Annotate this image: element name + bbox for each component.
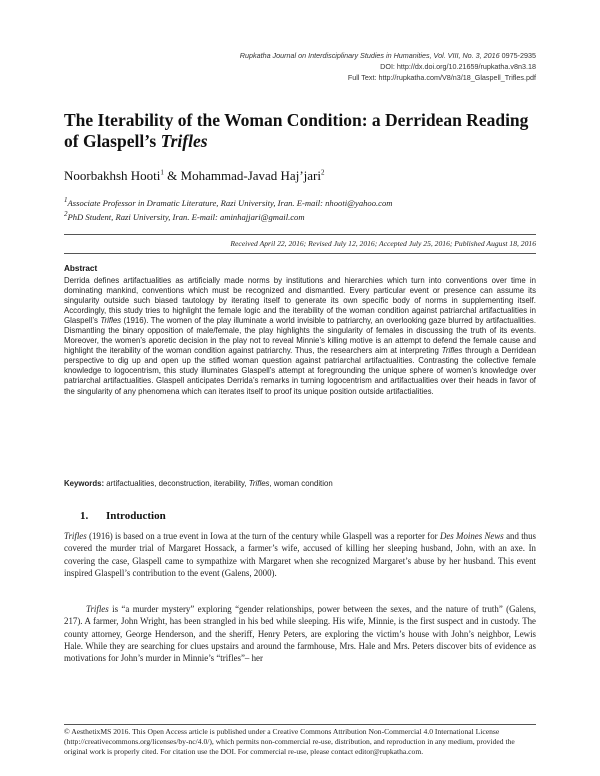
intro-p2-text-1: is “a murder mystery” exploring “gender relationships, power between the sexes, and the nature of truth” (Galens, 217). A farmer, John Wright, has been strangled in his bed while sleeping. His wife, Minnie, is the first suspect and in custody. The county attorney, George Henderson, and the sheriff, Henry Peters, are exploring the victim’s house with John’s neighbor, Lewis Hale. While they are searching for clues upstairs and around the farmhouse, Mrs. Hale and Mrs. Peters discover bits of evidence as motivations for John’s murder in Minnie’s “trifles”– her xyxy=(64,604,536,664)
intro-p2-italic-1: Trifles xyxy=(86,604,109,614)
abstract-italic-2: Trifles xyxy=(441,346,463,356)
intro-p1-text-1: (1916) is based on a true event in Iowa at the turn of the century while Glaspell was a reporter for xyxy=(86,531,440,541)
divider-bottom xyxy=(64,253,536,254)
keywords xyxy=(64,479,333,488)
journal-issn: 0975-2935 xyxy=(501,51,536,60)
affiliation-1-text: Associate Professor in Dramatic Literature, Razi University, Iran. E-mail: nhooti@yahoo.com xyxy=(67,198,393,208)
section-title: Introduction xyxy=(106,510,166,522)
affiliation-2 xyxy=(64,210,392,224)
affiliation-2-text: PhD Student, Razi University, Iran. E-mail: aminhajjari@gmail.com xyxy=(67,212,305,222)
intro-p1-italic-1: Trifles xyxy=(64,531,87,541)
keywords-label: Keywords: xyxy=(64,479,105,488)
keywords-text-2: , woman condition xyxy=(269,479,333,488)
keywords-italic: Trifles xyxy=(248,479,270,488)
abstract-text-3: through a Derridean perspective to dig up and open up the stifled woman question against patriarchal artifactualities. Contrasting the collective female knowledge to logocentrism, this study illuminates Glaspell’s attempt at foregrounding the unique sphere of women’s knowledge over patriarchal artifactualities. Glaspell anticipates Derrida’s remarks in turning logocentrism and artifactualities over their heads in favor of the singularity of any phenomena which can iterates itself to proof its unique position outside artifactialities. xyxy=(64,346,536,396)
intro-paragraph-1 xyxy=(64,530,536,579)
abstract-italic-1: Trifles xyxy=(100,316,122,326)
affiliation-2-mark: 2 xyxy=(64,210,68,219)
footer-divider xyxy=(64,724,536,725)
affiliation-1-mark: 1 xyxy=(64,196,68,205)
paper-title-main: The Iterability of the Woman Condition: a Derridean Reading of Glaspell’s xyxy=(64,110,529,151)
paper-title-italic: Trifles xyxy=(160,131,208,151)
fulltext-link[interactable]: Full Text: http://rupkatha.com/V8/n3/18_Glaspell_Trifles.pdf xyxy=(347,73,536,82)
keywords-text-1: artifactualities, deconstruction, iterability, xyxy=(104,479,249,488)
affiliations xyxy=(64,196,392,224)
publication-dates: Received April 22, 2016; Revised July 12, 2016; Accepted July 25, 2016; Published August 18, 2016 xyxy=(230,239,536,248)
journal-name: Rupkatha Journal on Interdisciplinary Studies in Humanities, Vol. VIII, No. 3, 2016 xyxy=(239,51,500,60)
journal-header xyxy=(240,50,536,83)
abstract-heading: Abstract xyxy=(64,264,98,273)
author-2: Mohammad-Javad Haj’jari xyxy=(180,168,321,183)
divider-top xyxy=(64,234,536,235)
intro-paragraph-2 xyxy=(64,603,536,664)
paper-title xyxy=(64,110,534,152)
author-list xyxy=(64,168,324,184)
intro-p1-italic-2: Des Moines News xyxy=(439,531,504,541)
section-heading-introduction xyxy=(80,510,166,522)
abstract-text-1: Derrida defines artifactualities as artificially made norms by institutions and hierarchies which turn into conventions over time in dominating mankind, conventions which must be recognized and dismantled. Every particular event or presence can assume its singularity outside such biased tautology by iterating itself to generate its own specific body of norms in supplementing itself. Accordingly, this study tries to highlight the female logic and the iterability of the woman condition against patriarchal artifactualities in Glaspell’s xyxy=(64,276,536,326)
abstract-text-2: (1916). The women of the play illuminate a world invisible to patriarchy, an overlooking gaze blurred by artifactualities. Dismantling the binary opposition of male/female, the play highlights the singularity of females in discussing the truth of its events. Moreover, the women’s aporetic decision in the play not to reveal Minnie’s killing motive is an attempt to defend the female cause and highlight the iterability of the woman condition against patriarchy. Thus, the researchers aim at interpreting xyxy=(64,316,536,356)
author-connector: & xyxy=(163,168,181,183)
affiliation-1 xyxy=(64,196,392,210)
doi-link[interactable]: DOI: http://dx.doi.org/10.21659/rupkatha.v8n3.18 xyxy=(380,62,536,71)
intro-p1-text-2: and thus covered the murder trial of Margaret Hossack, a farmer’s wife, accused of killing her sleeping husband, John, with an axe. In covering the case, Glaspell came to sympathize with Margaret when she recognized Margaret’s abuse by her husband. This event inspired Glaspell’s contribution to the event (Galens, 2000). xyxy=(64,531,537,578)
section-number: 1. xyxy=(80,510,89,522)
journal-citation-line xyxy=(240,50,536,61)
author-1-mark: 1 xyxy=(160,168,164,177)
license-footer: © AesthetixMS 2016. This Open Access article is published under a Creative Commons Attribution Non-Commercial 4.0 International License (http://creativecommons.org/licenses/by-nc/4.0/), which permits non-commercial re-use, distribution, and reproduction in any medium, provided the original work is properly cited. For citation use the DOI. For commercial re-use, please contact editor@rupkatha.com. xyxy=(64,727,515,756)
abstract-body xyxy=(64,276,536,397)
author-1: Noorbakhsh Hooti xyxy=(64,168,161,183)
author-2-mark: 2 xyxy=(320,168,325,177)
